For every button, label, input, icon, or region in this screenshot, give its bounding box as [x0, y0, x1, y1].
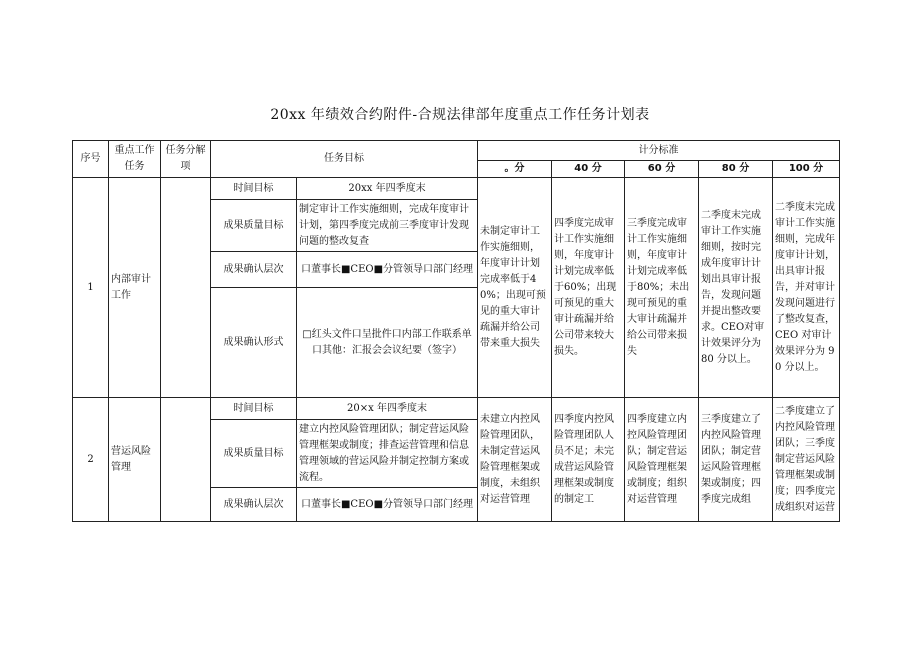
- row-seq: 2: [73, 398, 109, 522]
- score-cell: 二季度末完成审计工作实施细则，按时完成年度审计计划出具审计报告，发现问题并提出整改要求。CEO对审计效果评分为 80 分以上。: [699, 178, 773, 398]
- header-score-40: 40 分: [552, 161, 625, 178]
- sub-target: 建立内控风险管理团队；制定营运风险管理框架或制度；排查运营管理和信息管理领域的营运风险并制定控制方案或流程。: [297, 420, 478, 488]
- sub-target: 20×x 年四季度末: [297, 398, 478, 420]
- table-row: [73, 398, 840, 420]
- page-title: 20xx 年绩效合约附件-合规法律部年度重点工作任务计划表: [270, 107, 650, 123]
- header-task-target: 任务目标: [211, 141, 478, 178]
- score-cell: 四季度内控风险管理团队人员不足；未完成营运风险管理框架或制度的制定工: [552, 398, 625, 522]
- score-cell: 四季度建立内控风险管理团队；制定营运风险管理框架或制度；组织对运营管理: [625, 398, 699, 522]
- row-task: 营运风险管理: [109, 398, 161, 522]
- sub-target: 口董事长■CEO■分管领导口部门经理: [297, 488, 478, 522]
- header-score-0: 。分: [478, 161, 552, 178]
- header-score-60: 60 分: [625, 161, 699, 178]
- header-score-80: 80 分: [699, 161, 773, 178]
- sub-label: 时间目标: [211, 178, 297, 200]
- task-plan-table: [72, 140, 840, 522]
- sub-label: 成果确认层次: [211, 488, 297, 522]
- sub-target: 口董事长■CEO■分管领导口部门经理: [297, 252, 478, 288]
- sub-label: 成果质量目标: [211, 420, 297, 488]
- sub-label: 成果质量目标: [211, 200, 297, 252]
- sub-target: 20xx 年四季度末: [297, 178, 478, 200]
- row-seq: 1: [73, 178, 109, 398]
- header-key-work: 重点工作任务: [109, 141, 161, 178]
- score-cell: 二季度末完成审计工作实施细则，完成年度审计计划，出具审计报告，并对审计发现问题进行了整改复查，CEO 对审计效果评分为 90 分以上。: [773, 178, 840, 398]
- sub-target: 制定审计工作实施细则，完成年度审计计划，第四季度完成前三季度审计发现问题的整改复查: [297, 200, 478, 252]
- score-cell: 二季度建立了内控风险管理团队；三季度制定营运风险管理框架或制度；四季度完成组织对运营: [773, 398, 840, 522]
- score-cell: 三季度完成审计工作实施细则，年度审计计划完成率低于80%；未出现可预见的重大审计疏漏并给公司带来损失: [625, 178, 699, 398]
- score-cell: 四季度完成审计工作实施细则，年度审计计划完成率低于60%；出现可预见的重大审计疏漏并给公司带来较大损失。: [552, 178, 625, 398]
- row-task: 内部审计工作: [109, 178, 161, 398]
- header-score-standard: 计分标准: [478, 141, 840, 161]
- sub-label: 成果确认形式: [211, 288, 297, 398]
- score-cell: 未建立内控风险管理团队，未制定营运风险管理框架或制度，未组织对运营管理: [478, 398, 552, 522]
- sub-label: 成果确认层次: [211, 252, 297, 288]
- score-cell: 三季度建立了内控风险管理团队；制定营运风险管理框架或制度；四季度完成组: [699, 398, 773, 522]
- row-decomposition: [161, 398, 211, 522]
- header-score-100: 100 分: [773, 161, 840, 178]
- sub-target: □红头文件口呈批件口内部工作联系单口其他：汇报会会议纪要（签字）: [297, 288, 478, 398]
- sub-label: 时间目标: [211, 398, 297, 420]
- table-row: [73, 178, 840, 200]
- header-seq: 序号: [73, 141, 109, 178]
- score-cell: 未制定审计工作实施细则，年度审计计划完成率低于40%；出现可预见的重大审计疏漏并给公司带来重大损失: [478, 178, 552, 398]
- header-decomposition: 任务分解项: [161, 141, 211, 178]
- row-decomposition: [161, 178, 211, 398]
